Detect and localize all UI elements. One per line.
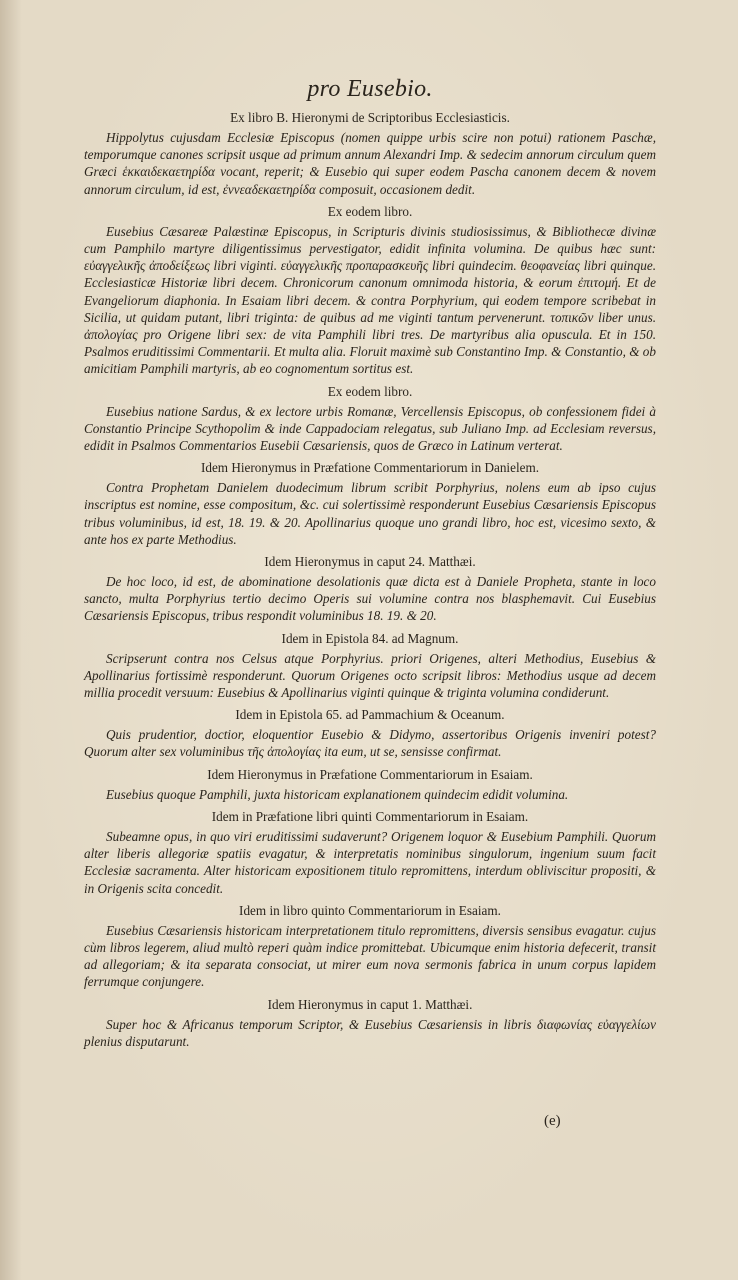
- section-heading: Ex libro B. Hieronymi de Scriptoribus Ecclesiasticis.: [230, 110, 510, 125]
- section-text: Quis prudentior, doctior, eloquentior Eusebio & Didymo, assertoribus Origenis inveniri potest? Quorum alter sex voluminibus τῆς ἀπολογίας ita eum, ut se, sensisse confirmat.: [84, 727, 656, 760]
- section-heading: Idem in Epistola 84. ad Magnum.: [281, 630, 459, 646]
- section-text: Eusebius natione Sardus, & ex lectore urbis Romanæ, Vercellensis Episcopus, ob confessionem fidei à Constantio Principe Scythopolim & inde Cappadociam relegatus, sub Juliano Imp. ad Ecclesiam reversus, edidit in Psalmos Commentarios Eusebii Cæsariensis, quos de Græco in Latinum verterat.: [84, 403, 656, 454]
- section-text: Eusebius Cæsariensis historicam interpretationem titulo repromittens, diversis sensibus evagatur. cujus cùm libros legerem, aliud multò reperi quàm indice promittebat. Ubicumque enim historia defecerit, transit ad allegoriam; & ita separata consociat, ut mirer eum nova sermonis fabrica in unum corpus lapidem ferrumque conjungere.: [84, 922, 656, 990]
- section-10: [84, 902, 656, 991]
- section-heading: Ex eodem libro.: [327, 383, 413, 399]
- section-3: [84, 383, 656, 455]
- section-text: Subeamne opus, in quo viri eruditissimi sudaverunt? Origenem loquor & Eusebium Pamphili. Quorum alter liberis allegoriæ spatiis evagatur, & interpretatis nominibus singulorum, ingenium suum facit Ecclesiæ sacramenta. Alter historicam expositionem titulo repromittens, interdum obliviscitur propositi, & in Origenis scita concedit.: [84, 828, 656, 896]
- section-text: Eusebius Cæsareæ Palæstinæ Episcopus, in Scripturis divinis studiosissimus, & Bibliothecæ divinæ cum Pamphilo martyre diligentissimus pervestigator, edidit infinita volumina. De quibus hæc sunt: εὐαγγελικῆς ἀποδείξεως libri viginti. εὐαγγελικῆς προπαρασκευῆς libri quindecim. θεοφανείας libri quinque. Ecclesiasticæ Historiæ libri decem. Chronicorum canonum omnimoda historia, & eorum ἐπιτομή. Et de Evangeliorum diaphonia. In Esaiam libri decem. & contra Porphyrium, qui eodem tempore scribebat in Sicilia, ut quidam putant, libri triginta: de quibus ad me viginti tantum pervenerunt. τοπικῶν liber unus. ἀπολογίας pro Origene libri sex: de vita Pamphili libri tres. De martyribus alia opuscula. Et in 150. Psalmos eruditissimi Commentarii. Et multa alia. Floruit maximè sub Constantino Imp. & Constantio, & ob amicitiam Pamphili martyris, ab eo cognomentum sortitus est.: [84, 223, 656, 377]
- section-heading: Idem in Præfatione libri quinti Commentariorum in Esaiam.: [211, 808, 529, 824]
- section-8: [84, 766, 656, 803]
- section-text: De hoc loco, id est, de abominatione desolationis quæ dicta est à Daniele Propheta, stante in loco sancto, multa Porphyrius tertio decimo Operis sui volumine contra nos blasphemavit. Cui Eusebius Cæsariensis Episcopus, tribus respondit voluminibus 18. 19. & 20.: [84, 574, 656, 624]
- section-heading: Ex eodem libro.: [327, 203, 413, 219]
- section-heading: Idem Hieronymus in Præfatione Commentariorum in Danielem.: [200, 460, 540, 476]
- section-7: [84, 706, 656, 760]
- section-text: Contra Prophetam Danielem duodecimum librum scribit Porphyrius, nolens eum ab ipso cujus inscriptus est nomine, esse compositum, &c. cui solertissimè responderunt Eusebius Cæsariensis Episcopus tribus voluminibus, id est, 18. 19. & 20. Apollinarius quoque uno grandi libro, hoc est, vicesimo sexto, & ante hos ex parte Methodius.: [84, 480, 656, 547]
- section-text: Eusebius quoque Pamphili, juxta historicam explanationem quindecim edidit volumina.: [106, 786, 569, 802]
- section-heading: Idem in libro quinto Commentariorum in Esaiam.: [239, 902, 501, 918]
- section-text: Super hoc & Africanus temporum Scriptor, & Eusebius Cæsariensis in libris διαφωνίας εὐαγγελίων plenius disputarunt.: [84, 1016, 656, 1049]
- section-heading: Idem Hieronymus in caput 24. Matthæi.: [264, 554, 476, 570]
- section-5: [84, 553, 656, 625]
- section-2: [84, 203, 656, 378]
- section-heading: Idem Hieronymus in caput 1. Matthæi.: [267, 996, 473, 1012]
- section-4: [84, 459, 656, 548]
- section-6: [84, 630, 656, 702]
- section-text: Scripserunt contra nos Celsus atque Porphyrius. priori Origenes, alteri Methodius, Eusebius & Apollinarius fortissimè responderunt. Quorum Origenes octo scripsit libros: Methodius usque ad decem millia procedit versuum: Eusebius & Apollinarius viginti quinque & triginta volumina condiderunt.: [84, 650, 656, 701]
- section-11: [84, 996, 656, 1050]
- running-title: pro Eusebio.: [307, 76, 433, 102]
- section-text: Hippolytus cujusdam Ecclesiæ Episcopus (nomen quippe urbis scire non potui) rationem Paschæ, temporumque canones scripsit usque ad primum annum Alexandri Imp. & sedecim annorum circulum quem Græci ἑκκαιδεκαετηρίδα vocant, reperit; & Eusebio qui super eodem Pascha canonem decem & novem annorum circulum, id est, ἐννεαδεκαετηρίδα composuit, occasionem dedit.: [84, 130, 656, 197]
- signature-mark: (e): [544, 1113, 561, 1129]
- section-1: [84, 109, 656, 198]
- section-9: [84, 808, 656, 897]
- page-edge-shadow: [0, 0, 22, 1280]
- section-heading: Idem Hieronymus in Præfatione Commentariorum in Esaiam.: [207, 766, 533, 782]
- section-heading: Idem in Epistola 65. ad Pammachium & Oceanum.: [235, 707, 505, 723]
